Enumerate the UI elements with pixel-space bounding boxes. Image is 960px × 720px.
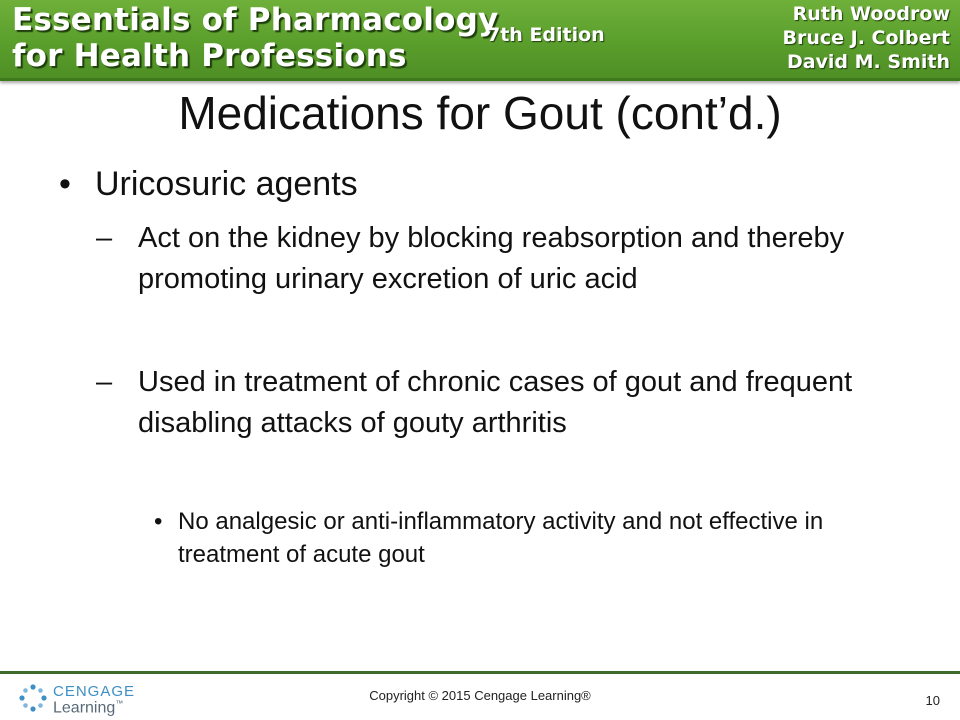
sub-sub-point-text: No analgesic or anti-inflammatory activity and not effective in treatment of acute gout	[178, 508, 824, 568]
book-title-line1: Essentials of Pharmacology	[12, 2, 499, 38]
author-name: David M. Smith	[786, 51, 950, 73]
author-name: Ruth Woodrow	[792, 3, 950, 25]
bullet-text: Uricosuric agents	[95, 165, 358, 203]
book-title-line2: for Health Professions	[12, 38, 407, 74]
book-title	[12, 2, 498, 74]
sub-point-text: Act on the kidney by blocking reabsorption and thereby promoting urinary excretion of uric acid	[138, 222, 845, 295]
slide-title: Medications for Gout (cont’d.)	[178, 87, 782, 139]
page-number: 10	[925, 693, 940, 708]
logo-word-learning: Learning™	[53, 699, 124, 717]
header-banner	[0, 0, 960, 81]
edition-label: 7th Edition	[487, 24, 605, 46]
sub-sub-point	[154, 505, 898, 571]
copyright-notice: Copyright © 2015 Cengage Learning®	[369, 688, 591, 703]
sub-point-text: Used in treatment of chronic cases of gout and frequent disabling attacks of gouty arthritis	[138, 366, 853, 439]
bullet-dot-icon: •	[59, 165, 71, 203]
logo-word-cengage: CENGAGE	[53, 683, 136, 700]
footer-divider	[0, 671, 960, 674]
bullet-level1	[59, 160, 358, 208]
bullet-dot-icon: •	[154, 508, 163, 535]
sub-point	[96, 362, 868, 444]
dash-icon: –	[96, 222, 113, 254]
author-name: Bruce J. Colbert	[782, 27, 950, 49]
dash-icon: –	[96, 366, 113, 398]
sub-point	[96, 218, 868, 300]
authors-list	[783, 2, 951, 74]
